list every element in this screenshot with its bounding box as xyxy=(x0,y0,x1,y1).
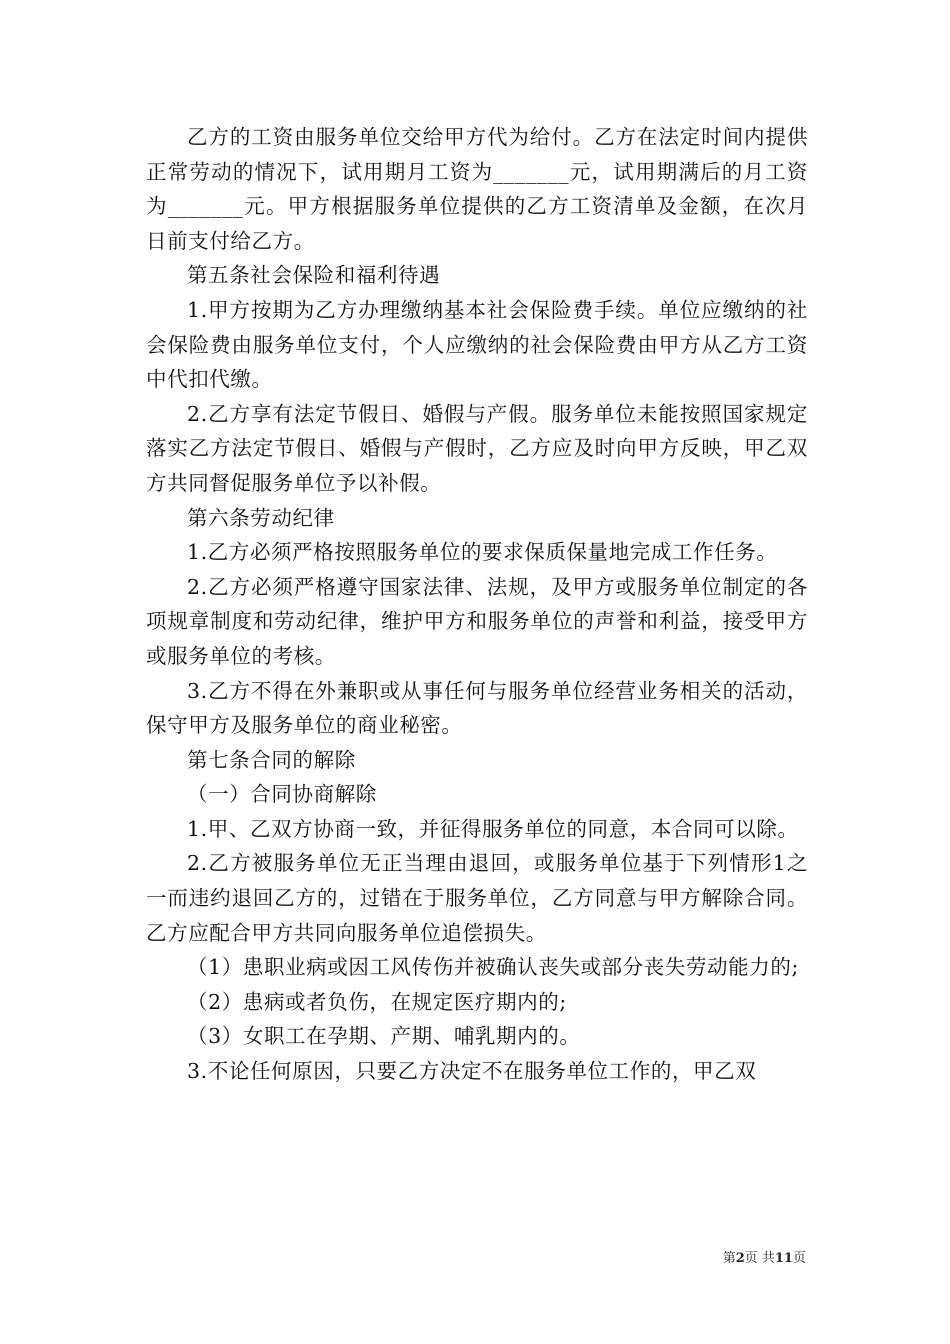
footer-suffix: 页 xyxy=(792,1251,806,1266)
list-item-pregnancy: （3）女职工在孕期、产期、哺乳期内的。 xyxy=(187,1024,581,1049)
footer-middle: 页 共 xyxy=(744,1251,775,1266)
paragraph-wage: 乙方的工资由服务单位交给甲方代为给付。乙方在法定时间内提供正常劳动的情况下，试用期月工资为_______元，试用期满后的月工资为_______元。甲方根据服务单位提供的乙方工资清单及金额，在次月日前支付给乙方。 xyxy=(146,125,808,253)
heading-article-7: 第七条合同的解除 xyxy=(187,747,356,772)
paragraph-discipline-1: 1.乙方必须严格按照服务单位的要求保质保量地完成工作任务。 xyxy=(187,540,778,565)
paragraph-social-insurance: 1.甲方按期为乙方办理缴纳基本社会保险费手续。单位应缴纳的社会保险费由服务单位支付，个人应缴纳的社会保险费由甲方从乙方工资中代扣代缴。 xyxy=(146,297,808,392)
paragraph-termination-3: 3.不论任何原因，只要乙方决定不在服务单位工作的，甲乙双 xyxy=(187,1059,757,1084)
list-item-illness-injury: （2）患病或者负伤，在规定医疗期内的; xyxy=(187,989,567,1014)
paragraph-termination-1: 1.甲、乙双方协商一致，并征得服务单位的同意，本合同可以除。 xyxy=(187,816,799,841)
paragraph-discipline-3: 3.乙方不得在外兼职或从事任何与服务单位经营业务相关的活动，保守甲方及服务单位的商业秘密。 xyxy=(146,678,808,738)
heading-article-6: 第六条劳动纪律 xyxy=(187,505,335,530)
heading-article-5: 第五条社会保险和福利待遇 xyxy=(187,263,441,288)
page-footer xyxy=(0,1247,806,1266)
paragraph-termination-2: 2.乙方被服务单位无正当理由退回，或服务单位基于下列情形1之一而违约退回乙方的，过错在于服务单位，乙方同意与甲方解除合同。乙方应配合甲方共同向服务单位追偿损失。 xyxy=(146,851,808,945)
list-item-occupational-disease: （1）患职业病或因工风传伤并被确认丧失或部分丧失劳动能力的; xyxy=(187,955,799,980)
paragraph-discipline-2: 2.乙方必须严格遵守国家法律、法规，及甲方或服务单位制定的各项规章制度和劳动纪律，维护甲方和服务单位的声誉和利益，接受甲方或服务单位的考核。 xyxy=(146,574,808,668)
footer-prefix: 第 xyxy=(722,1251,736,1266)
footer-total-pages: 11 xyxy=(774,1251,793,1266)
subheading-negotiated-termination: （一）合同协商解除 xyxy=(187,782,377,807)
paragraph-holidays: 2.乙方享有法定节假日、婚假与产假。服务单位未能按照国家规定落实乙方法定节假日、婚假与产假时，乙方应及时向甲方反映，甲乙双方共同督促服务单位予以补假。 xyxy=(146,401,808,495)
footer-page-number: 2 xyxy=(735,1251,745,1266)
document-body xyxy=(146,120,808,1089)
